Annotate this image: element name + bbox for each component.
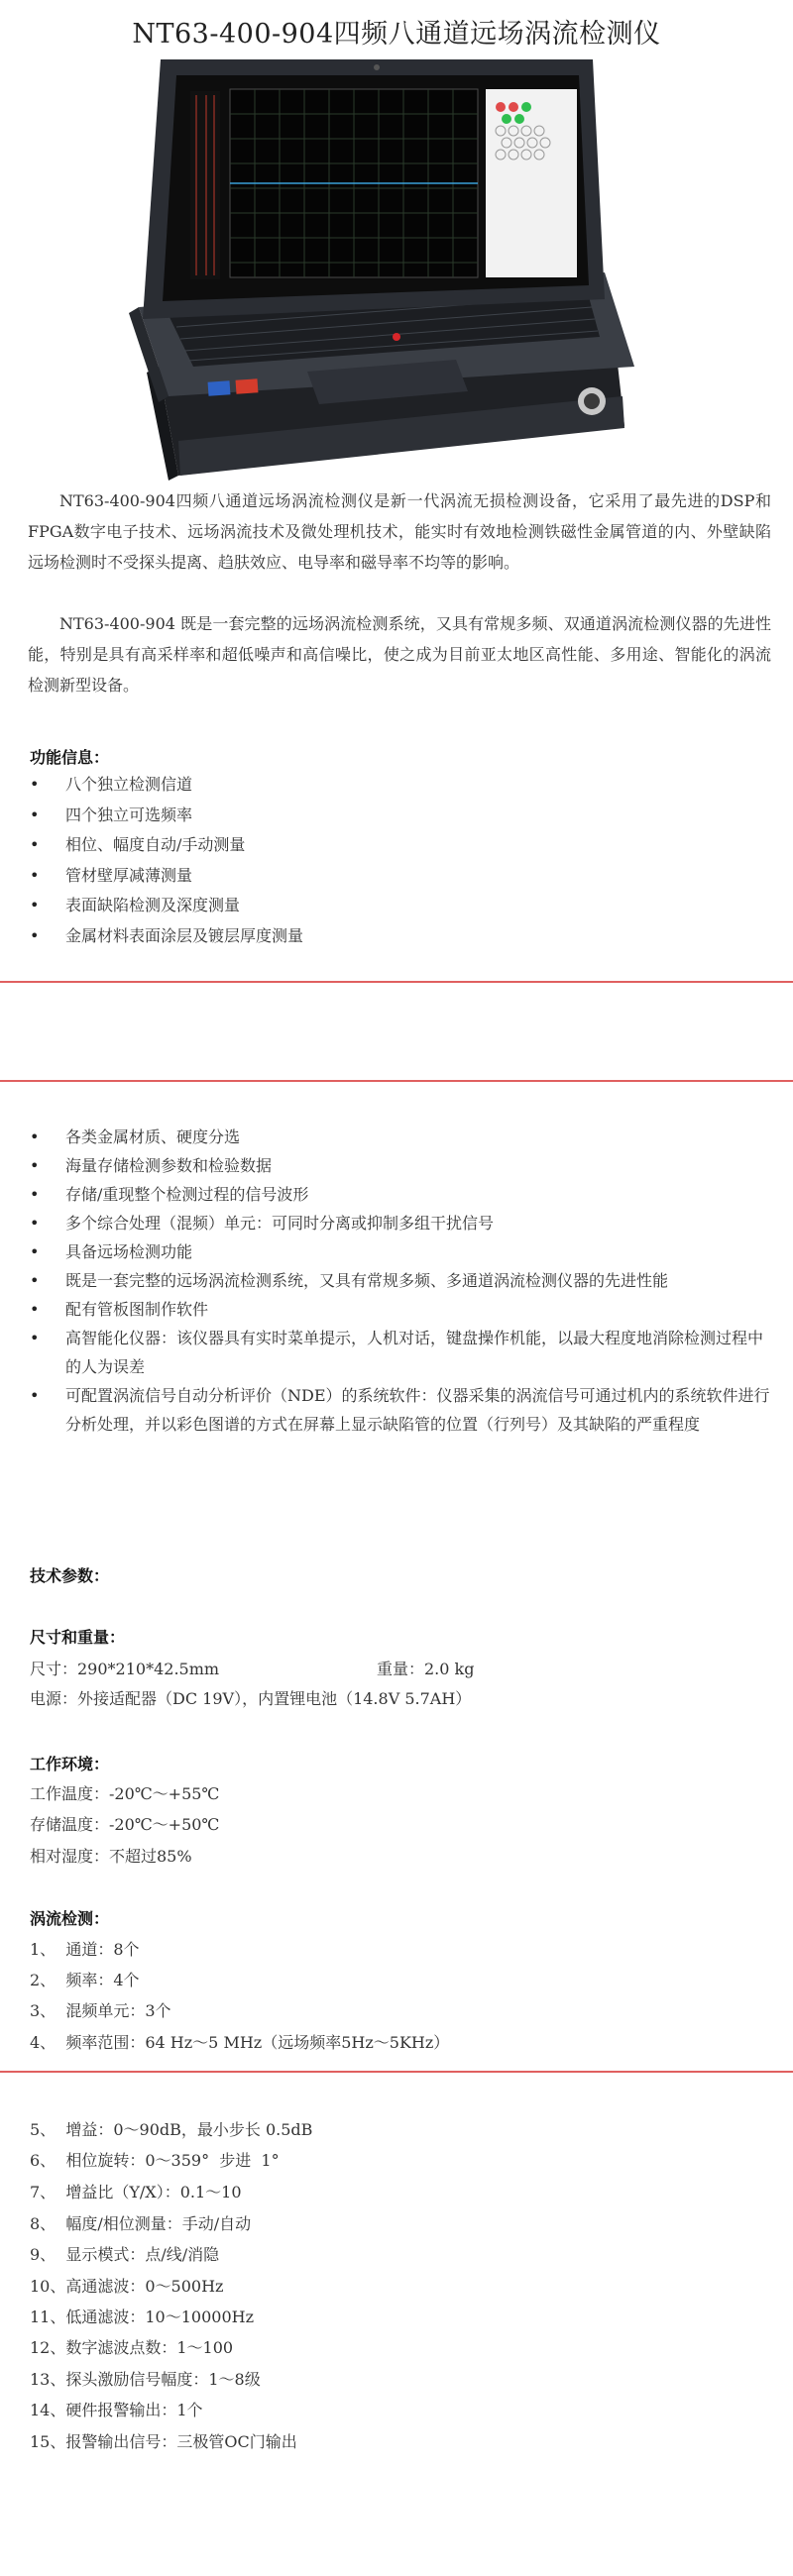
list-item: • 管材壁厚减薄测量 xyxy=(30,861,773,892)
list-item: • 具备远场检测功能 xyxy=(30,1237,773,1266)
list-item: • 配有管板图制作软件 xyxy=(30,1295,773,1324)
intro-paragraph-1: NT63-400-904四频八通道远场涡流检测仪是新一代涡流无损检测设备，它采用了最先进的DSP和FPGA数字电子技术、远场涡流技术及微处理机技术，能实时有效地检测铁磁性金属管道的内、外壁缺陷远场检测时不受探头提离、趋肤效应、电导率和磁导率不均等的影响。 xyxy=(28,491,771,572)
tech-heading: 技术参数： xyxy=(30,1566,110,1585)
env-line: 工作温度：-20℃～+55℃ xyxy=(30,1784,220,1803)
size-heading: 尺寸和重量： xyxy=(30,1628,126,1647)
list-item: • 海量存储检测参数和检验数据 xyxy=(30,1151,773,1180)
ec-line: 3、 混频单元：3个 xyxy=(30,2001,171,2020)
ec-line: 11、低通滤波：10～10000Hz xyxy=(30,2308,255,2326)
ec-line: 10、高通滤波：0～500Hz xyxy=(30,2277,224,2296)
list-item: • 四个独立可选频率 xyxy=(30,801,773,831)
size-line: 尺寸：290*210*42.5mm xyxy=(30,1660,220,1678)
env-line: 相对湿度：不超过85% xyxy=(30,1847,192,1866)
ec-line: 13、探头激励信号幅度：1～8级 xyxy=(30,2370,261,2389)
ec-line: 6、 相位旋转：0～359° 步进 1° xyxy=(30,2151,280,2170)
ec-line: 9、 显示模式：点/线/消隐 xyxy=(30,2245,220,2264)
list-item: • 存储/重现整个检测过程的信号波形 xyxy=(30,1180,773,1209)
ec-line: 1、 通道：8个 xyxy=(30,1940,140,1959)
list-item: • 高智能化仪器：该仪器具有实时菜单提示，人机对话，键盘操作机能，以最大程度地消除检测过程中的人为误差 xyxy=(30,1324,773,1381)
features-heading: 功能信息： xyxy=(30,748,110,767)
ec-heading: 涡流检测： xyxy=(30,1909,110,1928)
features-list-a xyxy=(30,770,773,951)
env-line: 存储温度：-20℃～+50℃ xyxy=(30,1815,220,1834)
divider xyxy=(0,1080,793,1082)
ec-line: 4、 频率范围：64 Hz～5 MHz（远场频率5Hz～5KHz） xyxy=(30,2033,450,2052)
ec-line: 12、数字滤波点数：1～100 xyxy=(30,2338,234,2357)
page-title: NT63-400-904四频八通道远场涡流检测仪 xyxy=(132,19,661,50)
env-heading: 工作环境： xyxy=(30,1755,110,1773)
features-list-b xyxy=(30,1123,773,1439)
list-item: • 表面缺陷检测及深度测量 xyxy=(30,891,773,921)
divider xyxy=(0,981,793,983)
ec-line: 5、 增益：0～90dB，最小步长 0.5dB xyxy=(30,2120,313,2139)
list-item: • 各类金属材质、硬度分选 xyxy=(30,1123,773,1151)
device-image xyxy=(99,40,654,490)
list-item: • 相位、幅度自动/手动测量 xyxy=(30,830,773,861)
power-line: 电源：外接适配器（DC 19V），内置锂电池（14.8V 5.7AH） xyxy=(30,1689,472,1708)
ec-line: 14、硬件报警输出：1个 xyxy=(30,2401,203,2419)
list-item: • 既是一套完整的远场涡流检测系统，又具有常规多频、多通道涡流检测仪器的先进性能 xyxy=(30,1266,773,1295)
ec-line: 8、 幅度/相位测量：手动/自动 xyxy=(30,2214,252,2233)
ec-line: 2、 频率：4个 xyxy=(30,1971,140,1989)
list-item: • 八个独立检测信道 xyxy=(30,770,773,801)
list-item: • 金属材料表面涂层及镀层厚度测量 xyxy=(30,921,773,952)
ec-line: 15、报警输出信号：三极管OC门输出 xyxy=(30,2432,297,2451)
intro-paragraph-2: NT63-400-904 既是一套完整的远场涡流检测系统，又具有常规多频、双通道涡流检测仪器的先进性能，特别是具有高采样率和超低噪声和高信噪比，使之成为目前亚太地区高性能、多用途、智能化的涡流检测新型设备。 xyxy=(28,614,771,695)
ec-line: 7、 增益比（Y/X）：0.1～10 xyxy=(30,2183,242,2201)
divider xyxy=(0,2071,793,2073)
weight-line: 重量：2.0 kg xyxy=(377,1660,475,1678)
list-item: • 多个综合处理（混频）单元：可同时分离或抑制多组干扰信号 xyxy=(30,1209,773,1237)
list-item: • 可配置涡流信号自动分析评价（NDE）的系统软件：仪器采集的涡流信号可通过机内的系统软件进行分析处理，并以彩色图谱的方式在屏幕上显示缺陷管的位置（行列号）及其缺陷的严重程度 xyxy=(30,1381,773,1439)
